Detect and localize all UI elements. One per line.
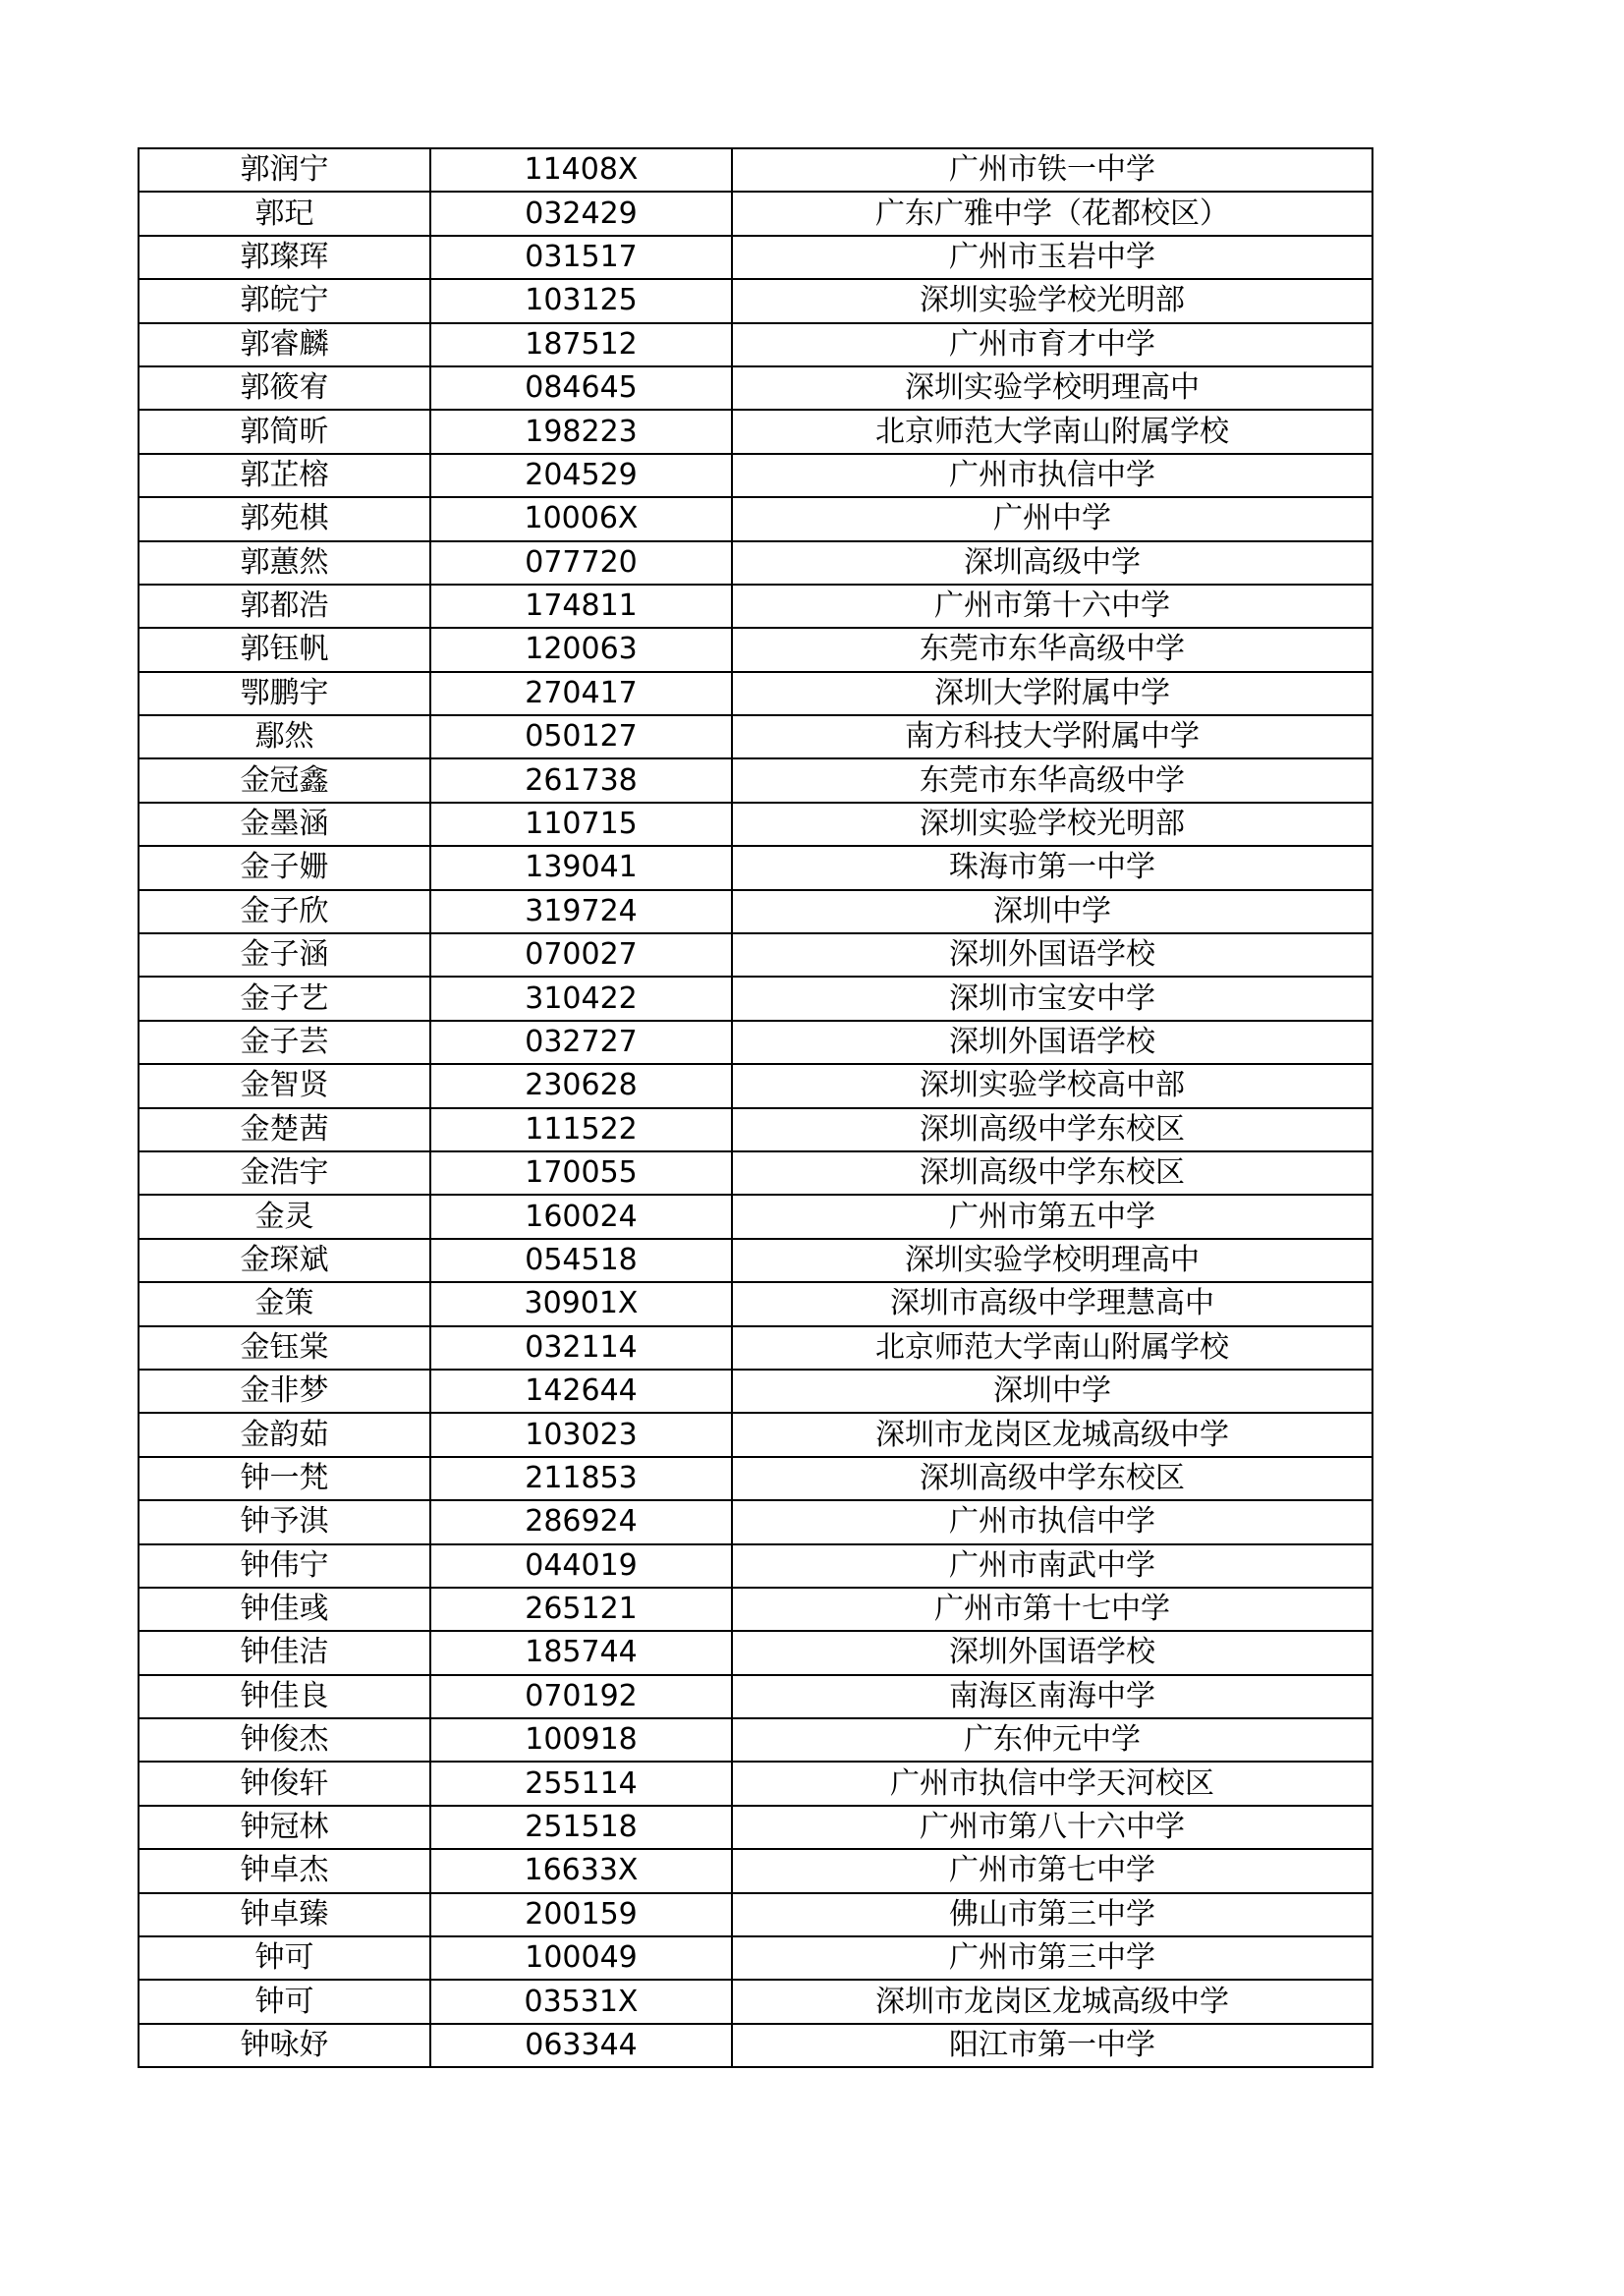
school-name-cell: 深圳高级中学东校区	[732, 1108, 1372, 1151]
student-name-cell: 钟咏妤	[139, 2024, 430, 2067]
student-id-cell: 211853	[430, 1457, 732, 1500]
student-name-cell: 钟佳彧	[139, 1588, 430, 1631]
student-name-cell: 鄢然	[139, 715, 430, 758]
table-row	[139, 1762, 1372, 1805]
student-id-cell: 10006X	[430, 497, 732, 540]
school-name-cell: 深圳中学	[732, 1370, 1372, 1413]
table-row	[139, 279, 1372, 322]
school-name-cell: 广州市执信中学	[732, 1500, 1372, 1543]
school-name-cell: 深圳实验学校高中部	[732, 1064, 1372, 1107]
table-row	[139, 1108, 1372, 1151]
school-name-cell: 广州市玉岩中学	[732, 236, 1372, 279]
table-row	[139, 758, 1372, 802]
table-row	[139, 1718, 1372, 1762]
school-name-cell: 广州市南武中学	[732, 1544, 1372, 1588]
school-name-cell: 深圳市龙岗区龙城高级中学	[732, 1413, 1372, 1456]
student-name-cell: 郭蕙然	[139, 541, 430, 585]
student-name-cell: 郭璨珲	[139, 236, 430, 279]
student-name-cell: 钟卓杰	[139, 1849, 430, 1892]
table-row	[139, 977, 1372, 1020]
student-id-cell: 230628	[430, 1064, 732, 1107]
table-row	[139, 192, 1372, 235]
table-row	[139, 585, 1372, 628]
student-id-cell: 265121	[430, 1588, 732, 1631]
student-name-cell: 郭都浩	[139, 585, 430, 628]
student-name-cell: 钟予淇	[139, 1500, 430, 1543]
table-row	[139, 1675, 1372, 1718]
student-id-cell: 054518	[430, 1239, 732, 1282]
table-row	[139, 1457, 1372, 1500]
table-row	[139, 454, 1372, 497]
student-id-cell: 185744	[430, 1631, 732, 1674]
student-name-cell: 郭玘	[139, 192, 430, 235]
table-row	[139, 1500, 1372, 1543]
school-name-cell: 广东广雅中学（花都校区）	[732, 192, 1372, 235]
student-name-cell: 钟可	[139, 1980, 430, 2023]
student-id-cell: 110715	[430, 803, 732, 846]
student-name-cell: 金智贤	[139, 1064, 430, 1107]
student-name-cell: 金非梦	[139, 1370, 430, 1413]
school-name-cell: 广州市第三中学	[732, 1936, 1372, 1980]
student-id-cell: 310422	[430, 977, 732, 1020]
student-name-cell: 郭芷榕	[139, 454, 430, 497]
student-id-cell: 286924	[430, 1500, 732, 1543]
student-id-cell: 251518	[430, 1806, 732, 1849]
student-name-cell: 金子芸	[139, 1021, 430, 1064]
school-name-cell: 阳江市第一中学	[732, 2024, 1372, 2067]
table-row	[139, 890, 1372, 933]
table-row	[139, 672, 1372, 715]
student-name-cell: 郭苑棋	[139, 497, 430, 540]
student-id-cell: 100918	[430, 1718, 732, 1762]
school-name-cell: 深圳实验学校光明部	[732, 803, 1372, 846]
student-name-cell: 钟卓臻	[139, 1893, 430, 1936]
table-row	[139, 1849, 1372, 1892]
table-row	[139, 323, 1372, 366]
table-row	[139, 1806, 1372, 1849]
table-row	[139, 933, 1372, 977]
student-id-cell: 032727	[430, 1021, 732, 1064]
student-table	[138, 147, 1373, 2068]
student-name-cell: 郭筱宥	[139, 366, 430, 410]
student-id-cell: 270417	[430, 672, 732, 715]
table-row	[139, 541, 1372, 585]
table-row	[139, 715, 1372, 758]
school-name-cell: 广州市第十七中学	[732, 1588, 1372, 1631]
school-name-cell: 深圳市高级中学理慧高中	[732, 1282, 1372, 1325]
student-id-cell: 120063	[430, 628, 732, 671]
student-id-cell: 204529	[430, 454, 732, 497]
student-id-cell: 050127	[430, 715, 732, 758]
table-row	[139, 148, 1372, 192]
student-id-cell: 032114	[430, 1326, 732, 1370]
student-id-cell: 032429	[430, 192, 732, 235]
table-row	[139, 2024, 1372, 2067]
student-name-cell: 钟俊轩	[139, 1762, 430, 1805]
school-name-cell: 深圳大学附属中学	[732, 672, 1372, 715]
table-row	[139, 497, 1372, 540]
table-row	[139, 1631, 1372, 1674]
student-id-cell: 255114	[430, 1762, 732, 1805]
school-name-cell: 佛山市第三中学	[732, 1893, 1372, 1936]
student-id-cell: 30901X	[430, 1282, 732, 1325]
school-name-cell: 北京师范大学南山附属学校	[732, 410, 1372, 453]
school-name-cell: 广东仲元中学	[732, 1718, 1372, 1762]
student-name-cell: 郭钰帆	[139, 628, 430, 671]
table-row	[139, 1588, 1372, 1631]
student-id-cell: 077720	[430, 541, 732, 585]
student-id-cell: 070027	[430, 933, 732, 977]
student-name-cell: 钟佳洁	[139, 1631, 430, 1674]
student-id-cell: 084645	[430, 366, 732, 410]
student-id-cell: 187512	[430, 323, 732, 366]
school-name-cell: 南方科技大学附属中学	[732, 715, 1372, 758]
table-row	[139, 1239, 1372, 1282]
student-id-cell: 200159	[430, 1893, 732, 1936]
school-name-cell: 深圳市龙岗区龙城高级中学	[732, 1980, 1372, 2023]
student-name-cell: 郭皖宁	[139, 279, 430, 322]
student-name-cell: 金子欣	[139, 890, 430, 933]
student-name-cell: 金琛斌	[139, 1239, 430, 1282]
student-id-cell: 103125	[430, 279, 732, 322]
table-row	[139, 1021, 1372, 1064]
student-id-cell: 03531X	[430, 1980, 732, 2023]
school-name-cell: 东莞市东华高级中学	[732, 758, 1372, 802]
school-name-cell: 东莞市东华高级中学	[732, 628, 1372, 671]
school-name-cell: 广州市执信中学天河校区	[732, 1762, 1372, 1805]
table-row	[139, 628, 1372, 671]
student-name-cell: 鄂鹏宇	[139, 672, 430, 715]
school-name-cell: 广州市第十六中学	[732, 585, 1372, 628]
school-name-cell: 深圳中学	[732, 890, 1372, 933]
table-row	[139, 846, 1372, 889]
school-name-cell: 深圳实验学校明理高中	[732, 1239, 1372, 1282]
table-row	[139, 1282, 1372, 1325]
student-name-cell: 金楚茜	[139, 1108, 430, 1151]
student-id-cell: 100049	[430, 1936, 732, 1980]
student-id-cell: 319724	[430, 890, 732, 933]
table-row	[139, 1980, 1372, 2023]
school-name-cell: 广州市第七中学	[732, 1849, 1372, 1892]
student-name-cell: 郭简昕	[139, 410, 430, 453]
student-name-cell: 金冠鑫	[139, 758, 430, 802]
school-name-cell: 珠海市第一中学	[732, 846, 1372, 889]
table-row	[139, 236, 1372, 279]
school-name-cell: 深圳高级中学东校区	[732, 1457, 1372, 1500]
student-name-cell: 金子涵	[139, 933, 430, 977]
student-id-cell: 063344	[430, 2024, 732, 2067]
table-row	[139, 803, 1372, 846]
student-name-cell: 郭睿麟	[139, 323, 430, 366]
student-name-cell: 金子艺	[139, 977, 430, 1020]
table-row	[139, 410, 1372, 453]
table-row	[139, 1936, 1372, 1980]
student-id-cell: 070192	[430, 1675, 732, 1718]
school-name-cell: 南海区南海中学	[732, 1675, 1372, 1718]
school-name-cell: 深圳外国语学校	[732, 1631, 1372, 1674]
school-name-cell: 广州市第八十六中学	[732, 1806, 1372, 1849]
table-row	[139, 1893, 1372, 1936]
student-id-cell: 261738	[430, 758, 732, 802]
student-name-cell: 钟佳良	[139, 1675, 430, 1718]
table-row	[139, 1195, 1372, 1238]
table-row	[139, 1064, 1372, 1107]
school-name-cell: 广州市执信中学	[732, 454, 1372, 497]
school-name-cell: 广州市育才中学	[732, 323, 1372, 366]
student-id-cell: 160024	[430, 1195, 732, 1238]
school-name-cell: 深圳实验学校光明部	[732, 279, 1372, 322]
student-id-cell: 198223	[430, 410, 732, 453]
student-name-cell: 金浩宇	[139, 1151, 430, 1195]
table-row	[139, 1544, 1372, 1588]
table-row	[139, 1151, 1372, 1195]
student-id-cell: 170055	[430, 1151, 732, 1195]
student-name-cell: 郭润宁	[139, 148, 430, 192]
student-name-cell: 金策	[139, 1282, 430, 1325]
student-id-cell: 16633X	[430, 1849, 732, 1892]
student-name-cell: 金子姗	[139, 846, 430, 889]
student-id-cell: 111522	[430, 1108, 732, 1151]
student-name-cell: 金钰棠	[139, 1326, 430, 1370]
school-name-cell: 深圳高级中学东校区	[732, 1151, 1372, 1195]
table-body	[139, 148, 1372, 2067]
student-name-cell: 钟俊杰	[139, 1718, 430, 1762]
student-id-cell: 103023	[430, 1413, 732, 1456]
school-name-cell: 广州市铁一中学	[732, 148, 1372, 192]
school-name-cell: 深圳外国语学校	[732, 933, 1372, 977]
school-name-cell: 北京师范大学南山附属学校	[732, 1326, 1372, 1370]
student-name-cell: 钟一梵	[139, 1457, 430, 1500]
student-name-cell: 金韵茹	[139, 1413, 430, 1456]
table-row	[139, 1326, 1372, 1370]
table-row	[139, 366, 1372, 410]
student-id-cell: 142644	[430, 1370, 732, 1413]
school-name-cell: 广州市第五中学	[732, 1195, 1372, 1238]
school-name-cell: 深圳实验学校明理高中	[732, 366, 1372, 410]
student-name-cell: 钟可	[139, 1936, 430, 1980]
student-name-cell: 金灵	[139, 1195, 430, 1238]
student-id-cell: 11408X	[430, 148, 732, 192]
table-row	[139, 1413, 1372, 1456]
student-name-cell: 金墨涵	[139, 803, 430, 846]
student-id-cell: 139041	[430, 846, 732, 889]
student-name-cell: 钟伟宁	[139, 1544, 430, 1588]
school-name-cell: 深圳市宝安中学	[732, 977, 1372, 1020]
table-row	[139, 1370, 1372, 1413]
school-name-cell: 广州中学	[732, 497, 1372, 540]
student-id-cell: 044019	[430, 1544, 732, 1588]
student-id-cell: 031517	[430, 236, 732, 279]
school-name-cell: 深圳高级中学	[732, 541, 1372, 585]
student-name-cell: 钟冠林	[139, 1806, 430, 1849]
school-name-cell: 深圳外国语学校	[732, 1021, 1372, 1064]
student-id-cell: 174811	[430, 585, 732, 628]
